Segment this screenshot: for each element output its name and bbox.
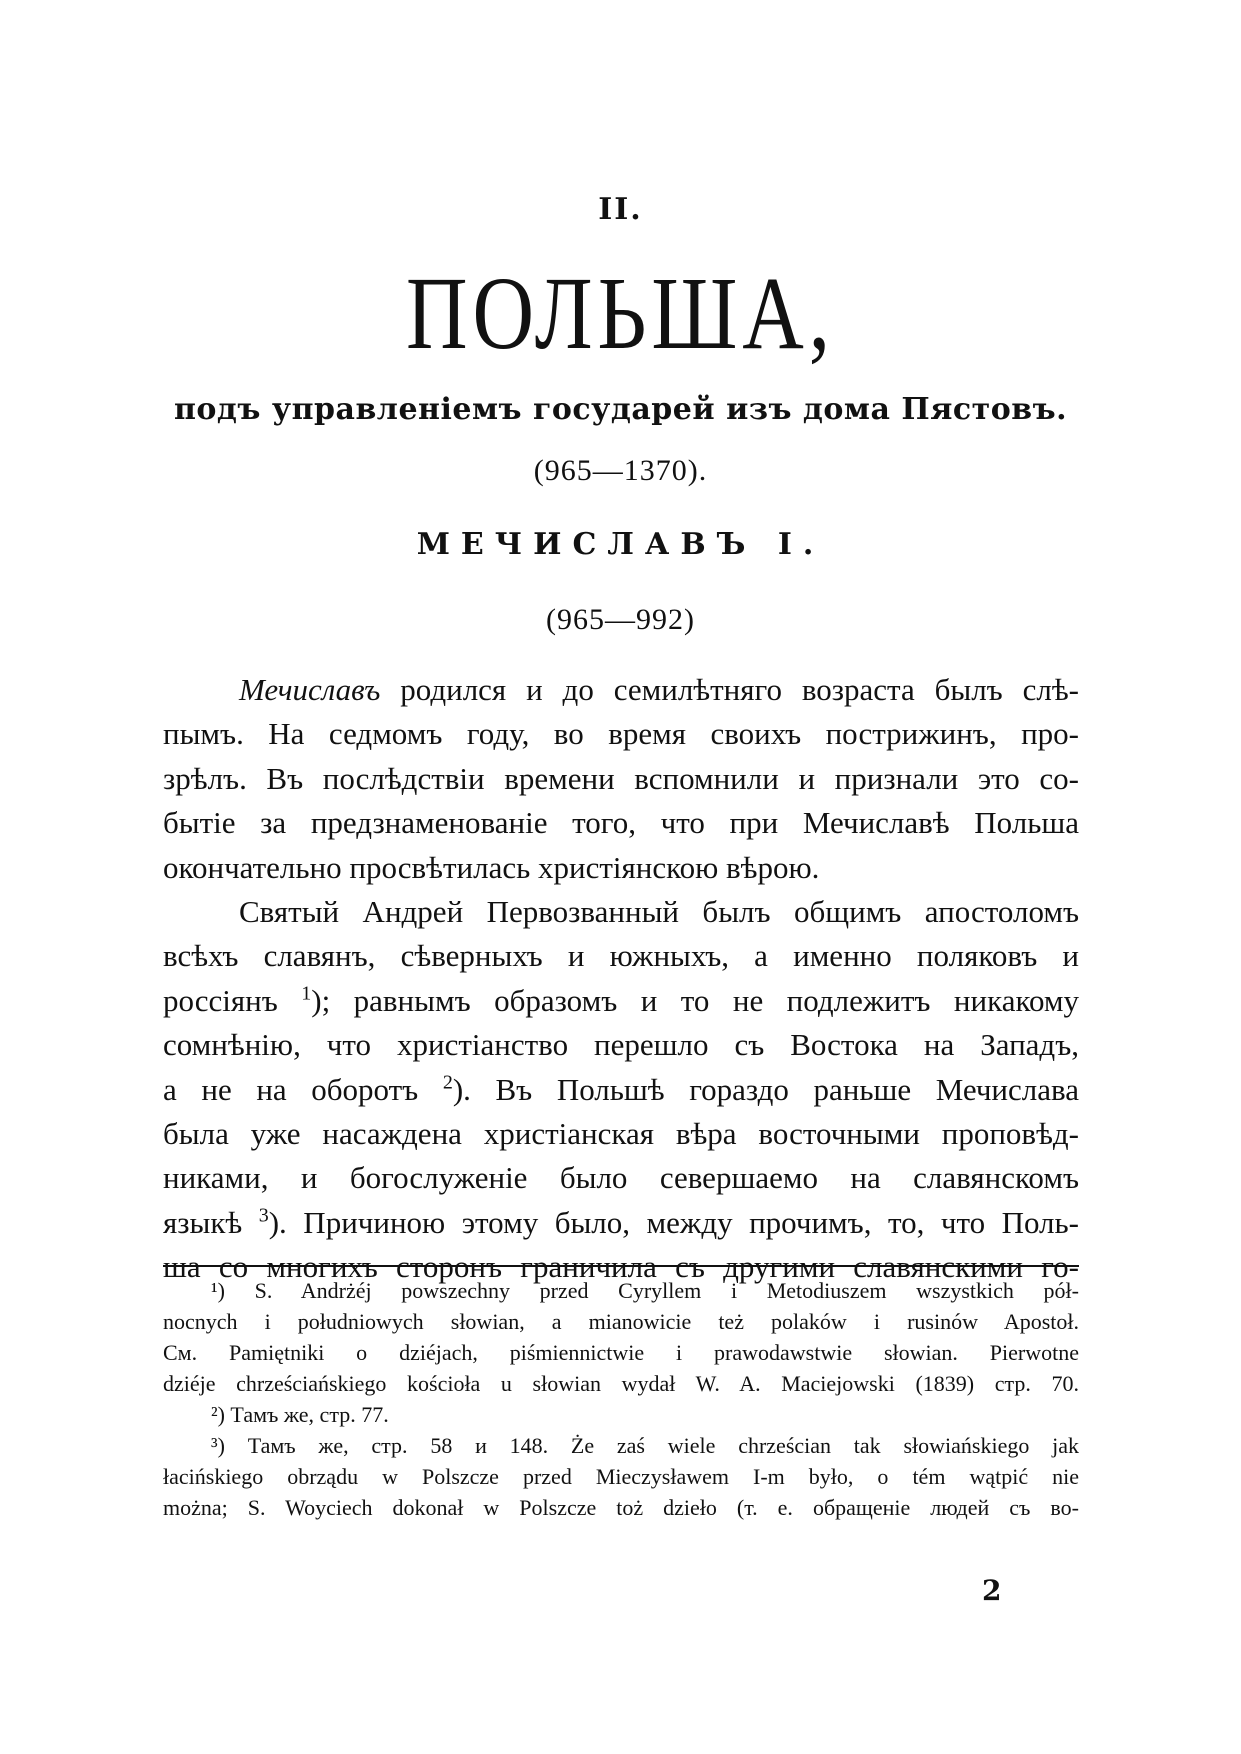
footnote-ref[interactable]: 3 — [258, 1204, 269, 1227]
text-line — [163, 668, 1079, 712]
page-number: 2 — [982, 1574, 1002, 1607]
subtitle: подъ управленіемъ государей изъ дома Пястовъ. — [173, 392, 1068, 427]
text-span: языкѣ — [163, 1204, 259, 1240]
text-line: Святый Андрей Первозванный былъ общимъ апостоломъ — [239, 893, 1079, 929]
footnote-divider — [163, 1265, 1079, 1267]
section-number: II. — [598, 192, 643, 227]
footnotes — [163, 1275, 1079, 1523]
footnote-line: ²) Тамъ же, стр. 77. — [211, 1402, 389, 1427]
text-span: ); равнымъ образомъ и то не подлежитъ никакому — [311, 982, 1079, 1018]
footnote-line: ³) Тамъ же, стр. 58 и 148. Że zaś wiele chrześcian tak słowiańskiego jak — [211, 1433, 1079, 1458]
footnote-line: łacińskiego obrządu w Polszcze przed Mieczysławem I-m było, o tém wątpić nie — [163, 1464, 1079, 1489]
page-title: ПОЛЬША, — [405, 256, 836, 371]
text-span: ). Причиною этому было, между прочимъ, то, что Поль- — [268, 1204, 1079, 1240]
text-line — [163, 979, 1079, 1023]
text-span: россіянъ — [163, 982, 302, 1018]
text-line: бытіе за предзнаменованіе того, что при Мечиславѣ Польша — [163, 805, 1079, 841]
dynasty-dates: (965—1370). — [533, 454, 708, 487]
reign-dates: (965—992) — [546, 603, 695, 636]
footnote-line: ¹) S. Andrżéj powszechny przed Cyryllem i Metodiuszem wszystkich pół- — [211, 1278, 1079, 1303]
text-span: ). Въ Польшѣ гораздо раньше Мечислава — [452, 1071, 1079, 1107]
body-text — [163, 668, 1079, 1289]
text-line: была уже насаждена христіанская вѣра восточными проповѣд- — [163, 1115, 1079, 1151]
text-line — [163, 1201, 1079, 1245]
text-line: зрѣлъ. Въ послѣдствіи времени вспомнили и признали это со- — [163, 760, 1079, 796]
footnote-line: można; S. Woyciech dokonał w Polszcze toż dzieło (т. е. обращеніе людей съ во- — [163, 1495, 1079, 1520]
text-line: ша со многихъ сторонъ граничила съ другими славянскими го- — [163, 1249, 1079, 1285]
text-line: окончательно просвѣтилась христіянскою вѣрою. — [163, 849, 820, 885]
text-line: всѣхъ славянъ, сѣверныхъ и южныхъ, а именно поляковъ и — [163, 938, 1079, 974]
footnote-line: dziéje chrześciańskiego kościoła u słowian wydał W. A. Maciejowski (1839) стр. 70. — [163, 1371, 1079, 1396]
text-line: сомнѣнію, что христіанство перешло съ Востока на Западъ, — [163, 1027, 1079, 1063]
ruler-name-italic: Мечиславъ — [239, 672, 381, 707]
chapter-heading: МЕЧИСЛАВЪ I. — [416, 527, 825, 562]
text-line: пымъ. На седмомъ году, во время своихъ пострижинъ, про- — [163, 716, 1079, 752]
text-span: родился и до семилѣтняго возраста былъ слѣ- — [380, 672, 1079, 707]
footnote-line: См. Pamiętniki o dziéjach, piśmiennictwie i prawodawstwie słowian. Pierwotne — [163, 1340, 1079, 1365]
text-line: никами, и богослуженіе было севершаемо на славянскомъ — [163, 1160, 1079, 1196]
footnote-ref[interactable]: 1 — [301, 982, 312, 1005]
text-span: а не на оборотъ — [163, 1071, 443, 1107]
footnote-ref[interactable]: 2 — [442, 1071, 453, 1094]
text-line — [163, 1068, 1079, 1112]
footnote-line: nocnych i południowych słowian, a mianowicie też polaków i rusinów Apostoł. — [163, 1309, 1079, 1334]
